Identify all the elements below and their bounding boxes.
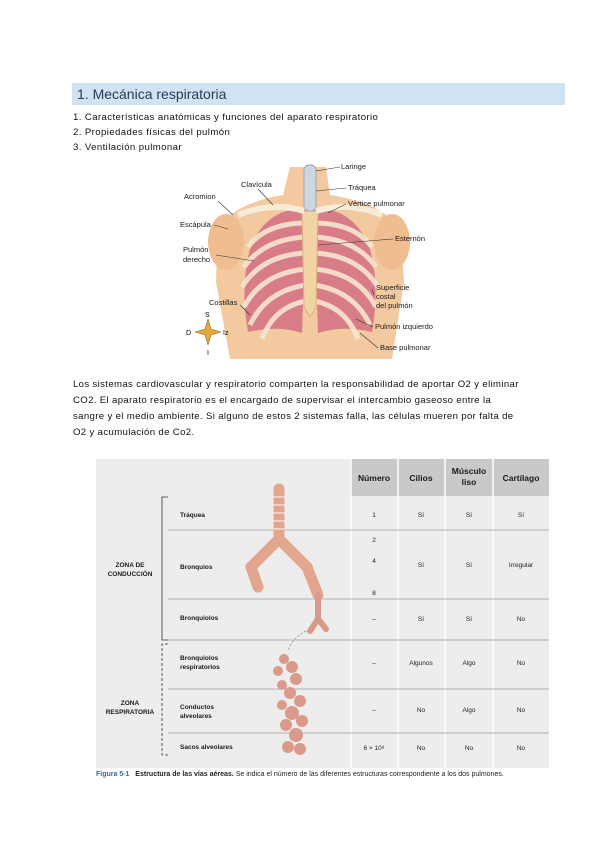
zone-conduccion-2: CONDUCCIÓN <box>107 571 153 578</box>
cell-conductos-numero: – <box>372 707 376 714</box>
cell-sacos-numero: 6 × 10⁸ <box>363 745 385 752</box>
intro-paragraph <box>73 377 533 441</box>
cell-bronq-resp-cilios: Algunos <box>409 660 433 667</box>
caption-label: Figura 5-1 <box>96 771 130 778</box>
cell-bronq-resp-numero: – <box>372 660 376 667</box>
cell-bronquios-musculo: Sí <box>465 562 473 569</box>
caption-title: Estructura de las vías aéreas. <box>135 771 234 778</box>
label-costillas: Costillas <box>209 298 238 307</box>
topic-item: 3. Ventilación pulmonar <box>73 142 182 153</box>
caption-text: Se indica el número de las diferentes estructuras correspondiente a los dos pulmones. <box>235 771 504 778</box>
label-superficie: Superficie <box>376 283 410 292</box>
label-pulmon-izquierdo: Pulmón izquierdo <box>375 322 433 331</box>
cell-traquea-numero: 1 <box>372 512 376 519</box>
cell-bronquios-numero-3: 8 <box>372 590 376 597</box>
label-laringe: Laringe <box>341 162 367 171</box>
thorax-anatomy-illustration <box>178 157 436 359</box>
header-liso: liso <box>461 477 477 487</box>
zone-respiratoria-2: RESPIRATORIA <box>105 709 155 716</box>
header-numero: Número <box>357 473 391 483</box>
cell-bronquios-cartilago: Irregular <box>508 562 534 569</box>
cell-bronquiolos-musculo: Sí <box>465 616 473 623</box>
zone-conduccion: ZONA DE <box>115 562 145 569</box>
paragraph-line: sangre y el medio ambiente. Si alguno de estos 2 sistemas falla, las células mueren por falta de <box>73 411 514 422</box>
row-traquea: Tráquea <box>180 512 205 519</box>
paragraph-line: Los sistemas cardiovascular y respiratorio comparten la responsabilidad de aportar O2 y eliminar <box>73 379 519 390</box>
paragraph-line: O2 y acumulación de Co2. <box>73 427 195 438</box>
cell-bronquiolos-cartilago: No <box>516 616 526 623</box>
cell-conductos-cartilago: No <box>516 707 526 714</box>
label-superficie-2: costal <box>376 292 396 301</box>
trachea <box>304 165 316 211</box>
airway-structure-figure <box>96 459 549 768</box>
cell-sacos-musculo: No <box>464 745 474 752</box>
label-vertice: Vértice pulmonar <box>348 199 405 208</box>
section-title-bar <box>72 83 565 105</box>
compass-d: D <box>186 330 192 337</box>
header-cilios: Cilios <box>409 473 433 483</box>
topic-item: 1. Características anatómicas y funciones del aparato respiratorio <box>73 112 379 123</box>
row-conductos: Conductos <box>180 704 214 711</box>
cell-traquea-musculo: Sí <box>465 512 473 519</box>
row-bronquiolos-resp-2: respiratorios <box>180 664 220 671</box>
topic-item: 2. Propiedades físicas del pulmón <box>73 127 231 138</box>
row-bronquiolos: Bronquiolos <box>180 615 219 622</box>
compass-i: I <box>207 350 209 357</box>
label-superficie-3: del pulmón <box>376 301 413 310</box>
compass-s: S <box>205 312 210 319</box>
label-pulmon-derecho: Pulmón <box>183 245 209 254</box>
cell-bronquios-numero-2: 4 <box>372 558 376 565</box>
label-base: Base pulmonar <box>380 343 431 352</box>
label-esternon: Esternón <box>395 234 426 243</box>
cell-sacos-cartilago: No <box>516 745 526 752</box>
section-title: 1. Mecánica respiratoria <box>77 86 227 102</box>
row-bronquios: Bronquios <box>180 564 213 571</box>
cell-bronquiolos-cilios: Sí <box>417 616 425 623</box>
paragraph-line: CO2. El aparato respiratorio es el encargado de supervisar el intercambio gaseoso entre la <box>73 395 492 406</box>
label-clavicula: Clavícula <box>241 180 272 189</box>
cell-traquea-cilios: Sí <box>417 512 425 519</box>
cell-bronquiolos-numero: – <box>372 616 376 623</box>
cell-conductos-cilios: No <box>416 707 426 714</box>
right-shoulder <box>208 214 244 270</box>
header-musculo: Músculo <box>451 466 487 476</box>
cell-bronquios-numero-1: 2 <box>372 537 376 544</box>
label-escapula: Escápula <box>180 220 211 229</box>
row-sacos: Sacos alveolares <box>180 744 233 751</box>
figure-background <box>96 459 549 768</box>
cell-bronquios-cilios: Sí <box>417 562 425 569</box>
label-pulmon-derecho-2: derecho <box>183 255 211 264</box>
compass-iz: Iz <box>223 330 229 337</box>
label-traquea: Tráquea <box>348 183 376 192</box>
cell-bronq-resp-cartilago: No <box>516 660 526 667</box>
label-acromion: Acromion <box>184 192 216 201</box>
cell-traquea-cartilago: Sí <box>517 512 525 519</box>
zone-respiratoria: ZONA <box>120 700 140 707</box>
row-bronquiolos-resp: Bronquiolos <box>180 655 219 662</box>
topic-list <box>73 110 378 155</box>
figure-caption <box>96 771 504 778</box>
cell-sacos-cilios: No <box>416 745 426 752</box>
cell-bronq-resp-musculo: Algo <box>462 660 476 667</box>
cell-conductos-musculo: Algo <box>462 707 476 714</box>
row-conductos-2: alveolares <box>180 713 212 720</box>
header-cartilago: Cartílago <box>502 473 540 483</box>
sternum <box>302 211 318 317</box>
